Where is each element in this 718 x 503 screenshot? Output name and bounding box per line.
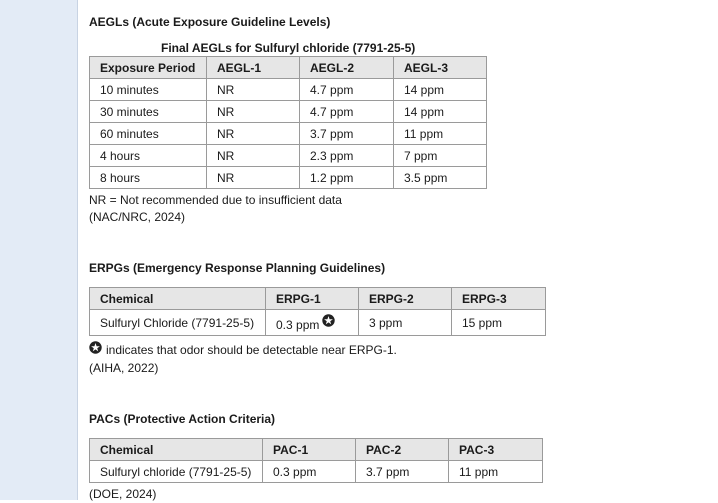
pac-header-row (90, 439, 543, 461)
table-cell: NR (207, 123, 300, 145)
erpg-header-erpg2: ERPG-2 (359, 288, 452, 310)
table-row (90, 123, 487, 145)
table-cell: 0.3 ppm (263, 461, 356, 483)
table-cell: Sulfuryl chloride (7791-25-5) (90, 461, 263, 483)
pac-source: (DOE, 2024) (89, 487, 157, 501)
erpg-header-erpg1: ERPG-1 (266, 288, 359, 310)
erpg1-value: 0.3 ppm (276, 317, 320, 332)
aegl-header-exposure-period: Exposure Period (90, 57, 207, 79)
table-cell: NR (207, 145, 300, 167)
aegl-source: (NAC/NRC, 2024) (89, 210, 186, 224)
erpg-source: (AIHA, 2022) (89, 361, 159, 375)
erpg-heading: ERPGs (Emergency Response Planning Guidelines) (89, 261, 386, 275)
table-row (90, 310, 546, 336)
aegl-heading: AEGLs (Acute Exposure Guideline Levels) (89, 15, 331, 29)
table-cell: 4 hours (90, 145, 207, 167)
table-cell: 11 ppm (394, 123, 487, 145)
pac-table (89, 438, 543, 483)
table-cell: NR (207, 79, 300, 101)
table-cell: 4.7 ppm (300, 101, 394, 123)
erpg-table (89, 287, 546, 336)
table-cell: 11 ppm (449, 461, 543, 483)
pac-heading: PACs (Protective Action Criteria) (89, 412, 276, 426)
table-cell: 2.3 ppm (300, 145, 394, 167)
pac-header-chemical: Chemical (90, 439, 263, 461)
table-cell: 7 ppm (394, 145, 487, 167)
table-cell: 8 hours (90, 167, 207, 189)
table-cell: 3.7 ppm (300, 123, 394, 145)
table-cell: Sulfuryl Chloride (7791-25-5) (90, 310, 266, 336)
aegl-header-aegl2: AEGL-2 (300, 57, 394, 79)
table-cell: 30 minutes (90, 101, 207, 123)
table-cell: 15 ppm (452, 310, 546, 336)
table-cell: 60 minutes (90, 123, 207, 145)
erpg-header-erpg3: ERPG-3 (452, 288, 546, 310)
odor-detectable-icon (322, 314, 335, 327)
pac-header-pac3: PAC-3 (449, 439, 543, 461)
erpg-header-chemical: Chemical (90, 288, 266, 310)
table-row (90, 79, 487, 101)
table-row (90, 145, 487, 167)
odor-detectable-icon (89, 341, 102, 354)
pac-header-pac2: PAC-2 (356, 439, 449, 461)
aegl-nr-note: NR = Not recommended due to insufficient data (89, 193, 342, 207)
table-cell: 3.7 ppm (356, 461, 449, 483)
table-row (90, 167, 487, 189)
aegl-header-row (90, 57, 487, 79)
table-cell: NR (207, 101, 300, 123)
table-cell: 10 minutes (90, 79, 207, 101)
table-row (90, 101, 487, 123)
table-cell: 1.2 ppm (300, 167, 394, 189)
pac-header-pac1: PAC-1 (263, 439, 356, 461)
aegl-table (89, 56, 487, 189)
left-sidebar-rail (0, 0, 78, 500)
erpg-odor-note (89, 341, 397, 359)
table-cell: 3.5 ppm (394, 167, 487, 189)
table-cell: 14 ppm (394, 79, 487, 101)
table-row (90, 461, 543, 483)
table-cell: 14 ppm (394, 101, 487, 123)
aegl-header-aegl1: AEGL-1 (207, 57, 300, 79)
table-cell: 4.7 ppm (300, 79, 394, 101)
erpg-header-row (90, 288, 546, 310)
erpg-odor-note-text: indicates that odor should be detectable near ERPG-1. (106, 343, 397, 357)
table-cell: 3 ppm (359, 310, 452, 336)
aegl-table-caption: Final AEGLs for Sulfuryl chloride (7791-25-5) (161, 41, 416, 55)
table-cell (266, 310, 359, 336)
aegl-header-aegl3: AEGL-3 (394, 57, 487, 79)
table-cell: NR (207, 167, 300, 189)
